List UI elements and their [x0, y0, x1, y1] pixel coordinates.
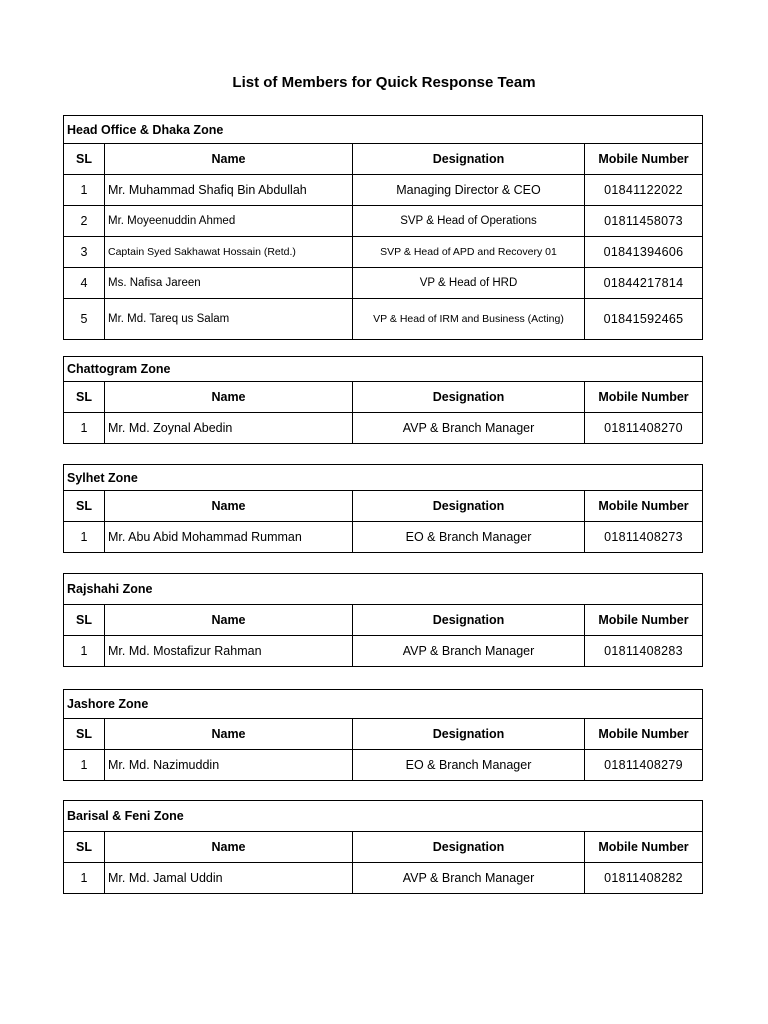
table-row — [64, 636, 703, 667]
header-designation: Designation — [353, 491, 585, 522]
cell-mobile: 01811458073 — [585, 206, 703, 237]
cell-name: Captain Syed Sakhawat Hossain (Retd.) — [105, 237, 353, 268]
cell-mobile: 01811408283 — [585, 636, 703, 667]
header-designation: Designation — [353, 719, 585, 750]
header-sl: SL — [64, 382, 105, 413]
header-sl: SL — [64, 144, 105, 175]
header-mobile: Mobile Number — [585, 144, 703, 175]
cell-designation: EO & Branch Manager — [353, 522, 585, 553]
header-mobile: Mobile Number — [585, 719, 703, 750]
zone-table-head-office-dhaka — [63, 115, 703, 340]
header-name: Name — [105, 832, 353, 863]
cell-sl: 4 — [64, 268, 105, 299]
cell-mobile: 01811408273 — [585, 522, 703, 553]
cell-name: Mr. Md. Jamal Uddin — [105, 863, 353, 894]
header-row — [64, 605, 703, 636]
table-row — [64, 299, 703, 340]
zone-title: Chattogram Zone — [64, 357, 703, 382]
table-row — [64, 268, 703, 299]
cell-name: Mr. Muhammad Shafiq Bin Abdullah — [105, 175, 353, 206]
zone-title: Jashore Zone — [64, 690, 703, 719]
cell-sl: 1 — [64, 413, 105, 444]
zone-title: Sylhet Zone — [64, 465, 703, 491]
header-name: Name — [105, 144, 353, 175]
cell-mobile: 01811408282 — [585, 863, 703, 894]
table-row — [64, 863, 703, 894]
table-row — [64, 175, 703, 206]
header-sl: SL — [64, 605, 105, 636]
cell-sl: 3 — [64, 237, 105, 268]
cell-designation: SVP & Head of Operations — [353, 206, 585, 237]
cell-sl: 1 — [64, 522, 105, 553]
header-designation: Designation — [353, 382, 585, 413]
cell-mobile: 01841122022 — [585, 175, 703, 206]
page-title: List of Members for Quick Response Team — [232, 74, 536, 91]
zone-table-rajshahi — [63, 573, 703, 667]
header-name: Name — [105, 491, 353, 522]
cell-designation: VP & Head of IRM and Business (Acting) — [353, 299, 585, 340]
header-sl: SL — [64, 719, 105, 750]
header-mobile: Mobile Number — [585, 491, 703, 522]
cell-sl: 1 — [64, 863, 105, 894]
header-row — [64, 382, 703, 413]
cell-designation: EO & Branch Manager — [353, 750, 585, 781]
cell-name: Mr. Md. Tareq us Salam — [105, 299, 353, 340]
cell-sl: 1 — [64, 175, 105, 206]
zone-title: Head Office & Dhaka Zone — [64, 116, 703, 144]
cell-designation: VP & Head of HRD — [353, 268, 585, 299]
header-mobile: Mobile Number — [585, 382, 703, 413]
cell-name: Mr. Abu Abid Mohammad Rumman — [105, 522, 353, 553]
cell-designation: AVP & Branch Manager — [353, 413, 585, 444]
table-row — [64, 237, 703, 268]
cell-sl: 2 — [64, 206, 105, 237]
cell-sl: 1 — [64, 750, 105, 781]
zone-table-jashore — [63, 689, 703, 781]
table-row — [64, 522, 703, 553]
header-row — [64, 719, 703, 750]
table-row — [64, 750, 703, 781]
header-name: Name — [105, 719, 353, 750]
header-mobile: Mobile Number — [585, 605, 703, 636]
cell-mobile: 01841592465 — [585, 299, 703, 340]
zone-title: Barisal & Feni Zone — [64, 801, 703, 832]
header-designation: Designation — [353, 144, 585, 175]
cell-designation: AVP & Branch Manager — [353, 863, 585, 894]
header-name: Name — [105, 382, 353, 413]
cell-mobile: 01811408279 — [585, 750, 703, 781]
header-name: Name — [105, 605, 353, 636]
zone-table-sylhet — [63, 464, 703, 553]
header-sl: SL — [64, 832, 105, 863]
cell-mobile: 01811408270 — [585, 413, 703, 444]
cell-mobile: 01841394606 — [585, 237, 703, 268]
header-row — [64, 144, 703, 175]
cell-name: Mr. Md. Zoynal Abedin — [105, 413, 353, 444]
header-designation: Designation — [353, 832, 585, 863]
header-row — [64, 491, 703, 522]
cell-sl: 1 — [64, 636, 105, 667]
cell-designation: Managing Director & CEO — [353, 175, 585, 206]
header-row — [64, 832, 703, 863]
table-row — [64, 413, 703, 444]
cell-designation: AVP & Branch Manager — [353, 636, 585, 667]
zone-title: Rajshahi Zone — [64, 574, 703, 605]
zone-table-barisal-feni — [63, 800, 703, 894]
header-designation: Designation — [353, 605, 585, 636]
cell-name: Mr. Md. Mostafizur Rahman — [105, 636, 353, 667]
cell-name: Ms. Nafisa Jareen — [105, 268, 353, 299]
header-sl: SL — [64, 491, 105, 522]
cell-name: Mr. Md. Nazimuddin — [105, 750, 353, 781]
zone-table-chattogram — [63, 356, 703, 444]
cell-sl: 5 — [64, 299, 105, 340]
header-mobile: Mobile Number — [585, 832, 703, 863]
cell-designation: SVP & Head of APD and Recovery 01 — [353, 237, 585, 268]
cell-name: Mr. Moyeenuddin Ahmed — [105, 206, 353, 237]
cell-mobile: 01844217814 — [585, 268, 703, 299]
table-row — [64, 206, 703, 237]
